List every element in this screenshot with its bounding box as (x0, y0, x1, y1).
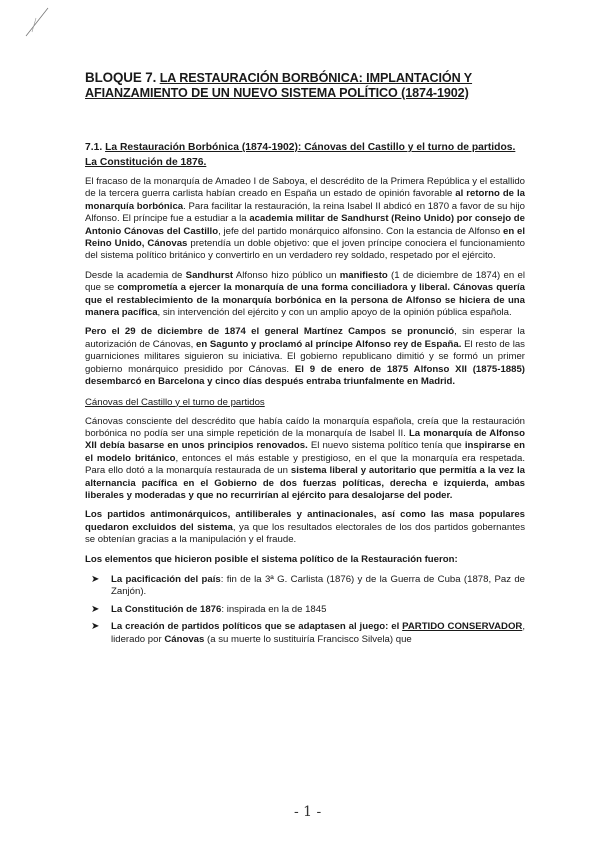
block-heading-lead: BLOQUE 7. (85, 70, 157, 85)
arrow-bullet-icon: ➤ (91, 621, 100, 633)
list-item-3-bold-2: Cánovas (164, 633, 205, 645)
section-heading (85, 141, 525, 170)
p1-text-4: pretendía un doble objetivo: que el joven príncipe conociera el funcionamiento del sistema político británico y convertirlo en un verdadero rey soldado, respetado por el ejército. (85, 238, 526, 262)
list-item-1-text: : fin de la 3ª G. Carlista (1876) y de la Guerra de Cuba (1878, Paz de Zanjón). (111, 573, 526, 598)
list-item-3-underline: PARTIDO CONSERVADOR (402, 621, 523, 633)
list-item-2-bold: La Constitución de 1876 (111, 603, 222, 615)
elements-list (85, 574, 525, 646)
section-title: La Restauración Borbónica (1874-1902): Cánovas del Castillo y el turno de partidos. La Constitución de 1876. (85, 142, 516, 168)
p2-text-4: , sin intervención del ejército y con un amplio apoyo de la opinión pública española. (157, 307, 512, 319)
p1-bold-3: en el Reino Unido, Cánovas (85, 225, 525, 250)
p4-bold-1: La monarquía de Alfonso XII debía basarse en unos principios renovados. (85, 427, 525, 452)
p4-bold-2: inspirarse en el modelo británico (85, 440, 525, 464)
paragraph-5 (85, 509, 525, 546)
p1-bold-1: al retorno de la monarquía borbónica (85, 188, 525, 212)
p5-text-1: , ya que los resultados electorales de los dos partidos gobernantes se obtenían gracias a la manipulación y el fraude. (85, 521, 525, 546)
paragraph-3 (85, 326, 525, 388)
document-body (85, 70, 525, 651)
paragraph-2 (85, 270, 525, 320)
p1-bold-2: academia militar de Sandhurst (Reino Unido) por consejo de Antonio Cánovas del Castillo (85, 213, 525, 237)
p4-text-2: El nuevo sistema político tenía que (307, 440, 465, 452)
p2-bold-3: comprometía a ejercer la monarquía de una forma conciliadora y liberal. Cánovas quería que el restablecimiento de la monarquía borbónica en la persona de Alfonso se hiciera de una manera pacífica (85, 282, 525, 319)
list-item (85, 574, 525, 599)
list-item-3-text-2: (a su muerte lo sustituiría Francisco Silvela) que (204, 633, 412, 645)
p4-text-1: Cánovas consciente del descrédito que había caído la monarquía española, creía que la restauración borbónica no podía ser una simple repetición de la monarquía de Isabel II. (85, 415, 525, 439)
section-number: 7.1. (85, 142, 103, 153)
p3-text-2: El resto de las guarniciones militares siguieron su iniciativa. El gobierno republicano dimitió y se formó un primer gobierno monárquico presidido por Cánovas. (85, 338, 525, 375)
list-item-3-bold: La creación de partidos políticos que se adaptasen al juego: el (111, 621, 403, 633)
p2-bold-2: manifiesto (339, 269, 388, 281)
list-item (85, 621, 525, 646)
p2-text-2: Alfonso hizo público un (233, 269, 340, 281)
subsection-heading: Cánovas del Castillo y el turno de partidos (85, 396, 265, 408)
p3-bold-3: El 9 de enero de 1875 Alfonso XII (1875-1885) desembarcó en Barcelona y cinco días después entraba triunfalmente en Madrid. (85, 363, 525, 388)
p5-bold-1: Los partidos antimonárquicos, antiliberales y antinacionales, así como las masa populares quedaron excluidos del sistema (85, 509, 525, 533)
p3-text-1: , sin esperar la autorización de Cánovas, (85, 326, 525, 350)
list-item-3-text: , liderado por (111, 621, 526, 645)
pen-mark-icon (22, 6, 52, 42)
p1-text-2: . Para facilitar la restauración, la reina Isabel II abdicó en 1870 a favor de su hijo Alfonso. El príncipe fue a estudiar a la (85, 200, 525, 225)
p4-text-3: , entonces el más estable y prestigioso, en el que la monarquía era respetada. Para ello dotó a la monarquía restaurada de un (85, 452, 525, 477)
p3-bold-1: Pero el 29 de diciembre de 1874 el general Martínez Campos se pronunció (85, 326, 455, 338)
p6-bold: Los elementos que hicieron posible el sistema político de la Restauración fueron: (85, 553, 458, 565)
list-item-1-bold: La pacificación del país (111, 573, 221, 585)
list-item (85, 604, 525, 616)
p4-bold-3: sistema liberal y autoritario que permitía a la vez la alternancia pacífica en el Gobierno de dos fuerzas políticas, derecha e izquierda, ambas liberales y moderadas y que no recurrirían al ejército para desalojarse del poder. (85, 465, 525, 501)
page-number: - 1 - (294, 804, 322, 820)
block-heading (85, 70, 525, 101)
p1-text-3: , jefe del partido monárquico alfonsino. Con la estancia de Alfonso (218, 225, 504, 237)
paragraph-4 (85, 416, 525, 503)
p3-bold-2: en Sagunto y proclamó al príncipe Alfonso rey de España. (196, 338, 462, 350)
block-heading-title: LA RESTAURACIÓN BORBÓNICA: IMPLANTACIÓN Y AFIANZAMIENTO DE UN NUEVO SISTEMA POLÍTICO (1874-1902) (85, 71, 473, 100)
p2-text-1: Desde la academia de (85, 269, 186, 281)
list-item-2-text: : inspirada en la de 1845 (221, 603, 327, 615)
arrow-bullet-icon: ➤ (91, 603, 100, 615)
paragraph-6 (85, 554, 525, 566)
arrow-bullet-icon: ➤ (91, 573, 100, 585)
p1-text-1: El fracaso de la monarquía de Amadeo I de Saboya, el descrédito de la Primera República y el estallido de la tercera guerra carlista habían creado en España un estado de opinión favorable (85, 176, 525, 200)
paragraph-1 (85, 176, 525, 263)
p2-bold-1: Sandhurst (185, 269, 234, 281)
p2-text-3: (1 de diciembre de 1874) en el que se (85, 269, 525, 294)
